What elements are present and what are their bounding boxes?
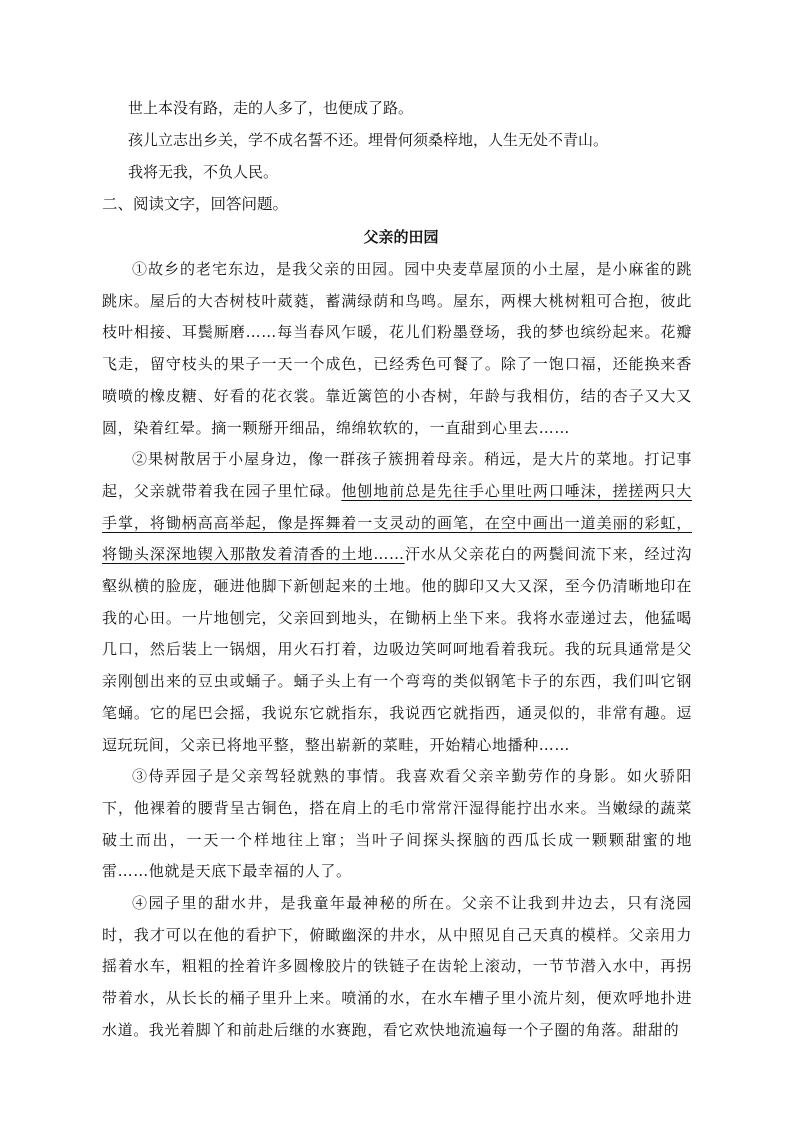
paragraph-2-start: ②果树散居于小屋身边，像一群孩子簇拥着母亲。稍远，是大片的菜地。打记事起，父亲就带着我在园子里忙碌。: [102, 450, 692, 500]
paragraph-3: ③侍弄园子是父亲驾轻就熟的事情。我喜欢看父亲辛勤劳作的身影。如火骄阳下，他裸着的腰背呈古铜色，搭在肩上的毛巾常常汗湿得能拧出水来。当嫩绿的蔬菜破土而出，一天一个样地往上窜；当叶子间探头探脑的西瓜长成一颗颗甜蜜的地雷……他就是天底下最幸福的人了。: [102, 767, 692, 881]
article-title: 父亲的田园: [363, 228, 439, 246]
paragraph-4: ④园子里的甜水井，是我童年最神秘的所在。父亲不让我到井边去，只有浇园时，我才可以在他的看护下，俯瞰幽深的井水，从中照见自己天真的模样。父亲用力摇着水车，粗粗的拴着许多圆橡胶片的铁链子在齿轮上滚动，一节节潜入水中，再拐带着水，从长长的桶子里升上来。喷涌的水，在水车槽子里小流片刻，便欢呼地扑进水道。我光着脚丫和前赴后继的水赛跑，看它欢快地流遍每一个子圈的角落。甜甜的: [102, 894, 692, 1039]
quote-line-2: 孩儿立志出乡关，学不成名誓不还。埋骨何须桑梓地，人生无处不青山。: [128, 131, 609, 149]
document-page: [102, 92, 692, 1047]
quote-line-3: 我将无我，不负人民。: [128, 163, 279, 181]
section-heading: 二、阅读文字，回答问题。: [102, 195, 289, 213]
underlined-sentence: 他刨地前总是先往手心里吐两口唾沫，搓搓两只大手掌，将锄柄高高举起，像是挥舞着一支灵动的画笔，在空中画出一道美丽的彩虹，将锄头深深地锲入那散发着清香的土地……: [102, 481, 692, 564]
quote-line-1: 世上本没有路，走的人多了，也便成了路。: [128, 99, 414, 117]
paragraph-1: ①故乡的老宅东边，是我父亲的田园。园中央麦草屋顶的小土屋，是小麻雀的跳跳床。屋后的大杏树枝叶葳蕤，蓄满绿荫和鸟鸣。屋东，两棵大桃树粗可合抱，彼此枝叶相接、耳鬓厮磨……每当春风乍暖，花儿们粉墨登场，我的梦也缤纷起来。花瓣飞走，留守枝头的果子一天一个成色，已经秀色可餐了。除了一饱口福，还能换来香喷喷的橡皮糖、好看的花衣裳。靠近篱笆的小杏树，年龄与我相仿，结的杏子又大又圆，染着红晕。摘一颗掰开细品，绵绵软软的，一直甜到心里去……: [102, 260, 692, 437]
paragraph-2-rest: 汗水从父亲花白的两鬓间流下来，经过沟壑纵横的脸庞，砸进他脚下新刨起来的土地。他的脚印又大又深，至今仍清晰地印在我的心田。一片地刨完，父亲回到地头，在锄柄上坐下来。我将水壶递过去，他猛喝几口，然后装上一锅烟，用火石打着，边吸边笑呵呵地看着我玩。我的玩具通常是父亲刚刨出来的豆虫或蛹子。蛹子头上有一个弯弯的类似钢笔卡子的东西，我们叫它钢笔蛹。它的尾巴会摇，我说东它就指东，我说西它就指西，通灵似的，非常有趣。逗逗玩玩间，父亲已将地平整，整出崭新的菜畦，开始精心地播种……: [102, 545, 693, 754]
paragraph-2: [102, 444, 692, 761]
